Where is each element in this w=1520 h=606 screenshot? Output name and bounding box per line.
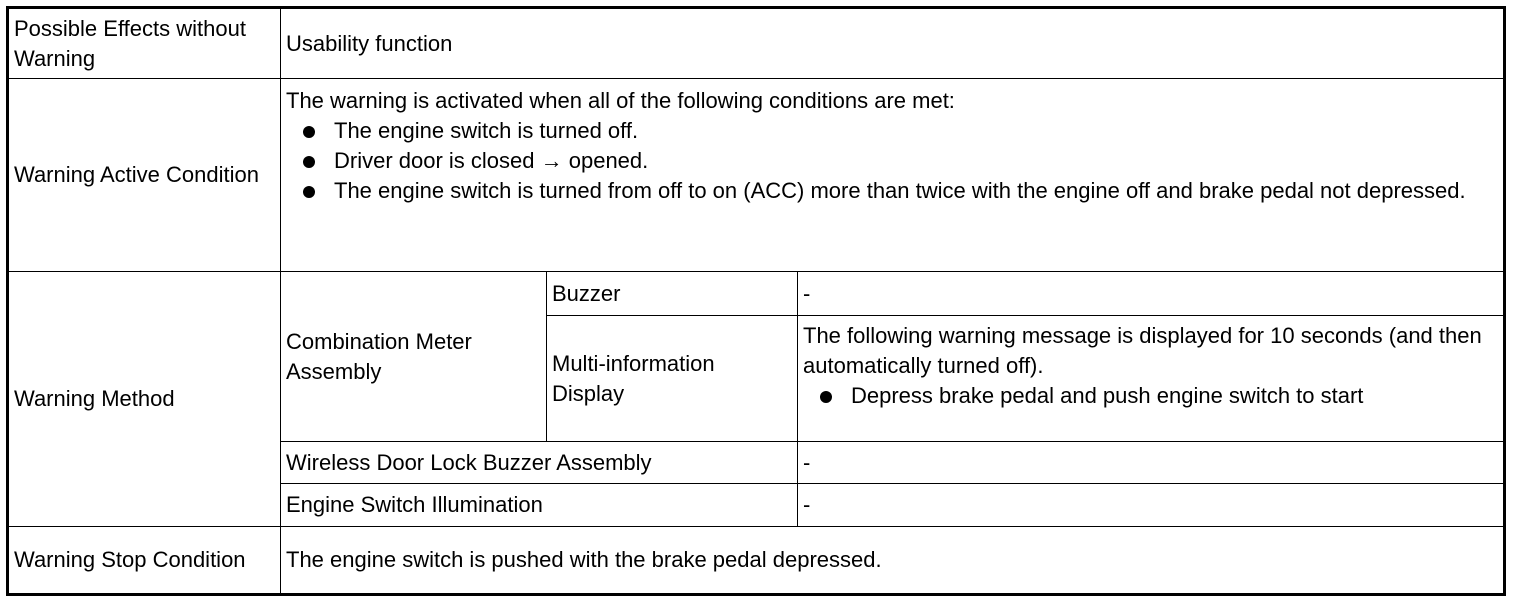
stop-condition-value: The engine switch is pushed with the brake pedal depressed.	[286, 547, 882, 572]
mid-content	[803, 321, 1497, 411]
active-condition-list	[286, 116, 1466, 206]
mid-message: Depress brake pedal and push engine switch to start	[803, 381, 1497, 411]
warning-method-label: Warning Method	[14, 386, 175, 411]
possible-effects-value-cell	[281, 9, 1503, 79]
door-lock-buzzer-label-cell	[281, 442, 798, 484]
active-condition-content	[286, 86, 1466, 206]
buzzer-label-cell	[547, 272, 798, 316]
buzzer-value-cell	[798, 272, 1503, 316]
engine-switch-illumination-label-cell	[281, 484, 798, 527]
door-lock-buzzer-value: -	[803, 449, 811, 475]
stop-condition-label-cell	[9, 527, 281, 593]
stop-condition-value-cell	[281, 527, 1503, 593]
active-condition-label: Warning Active Condition	[14, 162, 259, 187]
mid-text: The following warning message is displayed for 10 seconds (and then automatically turned off).	[803, 323, 1482, 378]
condition-item-1: The engine switch is turned off.	[286, 116, 1466, 146]
mid-value-cell	[798, 316, 1503, 442]
buzzer-label: Buzzer	[552, 280, 621, 306]
combination-meter-cell	[281, 272, 547, 442]
active-condition-value-cell	[281, 79, 1503, 272]
engine-switch-illumination-label: Engine Switch Illumination	[286, 492, 543, 517]
active-condition-intro: The warning is activated when all of the following conditions are met:	[286, 88, 955, 113]
stop-condition-label: Warning Stop Condition	[14, 547, 246, 572]
door-lock-buzzer-value-cell	[798, 442, 1503, 484]
door-lock-buzzer-label: Wireless Door Lock Buzzer Assembly	[286, 449, 652, 475]
warning-method-label-cell	[9, 272, 281, 527]
possible-effects-label-cell	[9, 9, 281, 79]
engine-switch-illumination-value-cell	[798, 484, 1503, 527]
condition-item-2: Driver door is closed → opened.	[286, 146, 1466, 176]
condition-item-3: The engine switch is turned from off to on (ACC) more than twice with the engine off and brake pedal not depressed.	[286, 176, 1466, 206]
combination-meter-label: Combination Meter Assembly	[286, 328, 472, 384]
warning-table	[6, 6, 1506, 596]
possible-effects-value: Usability function	[286, 30, 453, 56]
mid-label-cell	[547, 316, 798, 442]
mid-label: Multi-information Display	[552, 350, 715, 406]
mid-message-list	[803, 381, 1497, 411]
engine-switch-illumination-value: -	[803, 492, 811, 517]
buzzer-value: -	[803, 280, 811, 306]
active-condition-label-cell	[9, 79, 281, 272]
possible-effects-label: Possible Effects without Warning	[14, 15, 246, 71]
